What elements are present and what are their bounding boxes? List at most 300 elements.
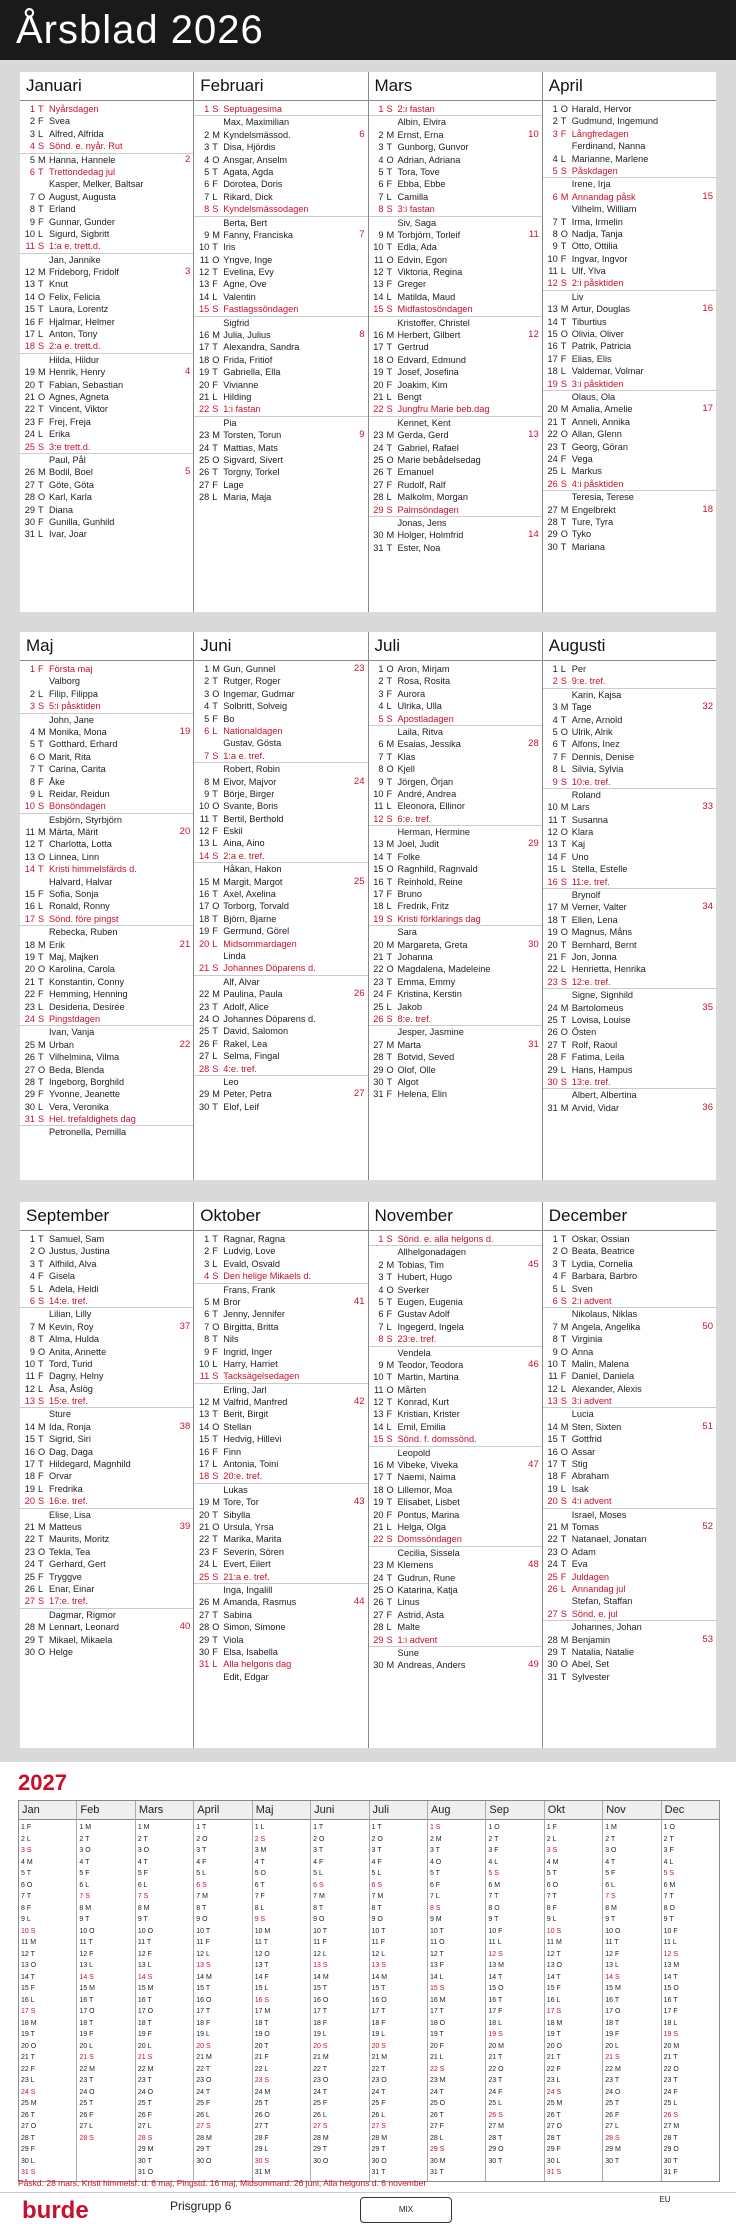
weekday-letter: L bbox=[386, 1521, 392, 1532]
day-name-text: Agnes, Agneta bbox=[49, 391, 109, 402]
day-name-text: Tora, Tove bbox=[397, 166, 440, 177]
day-number: 24 bbox=[24, 1559, 35, 1570]
weekday-letter: L bbox=[38, 1101, 44, 1112]
day-2027: 28 S bbox=[79, 2134, 94, 2142]
weekday-letter: F bbox=[38, 1471, 44, 1482]
weekday-letter: L bbox=[212, 1358, 218, 1369]
day-2027: 27 L bbox=[605, 2123, 619, 2130]
day-row bbox=[543, 416, 716, 428]
day-row bbox=[369, 1347, 542, 1359]
day-row bbox=[369, 191, 542, 203]
day-row bbox=[369, 663, 542, 675]
day-number: 13 bbox=[24, 279, 35, 290]
day-number: 9 bbox=[29, 788, 35, 799]
day-name-text: Ursula, Yrsa bbox=[223, 1521, 274, 1532]
weekday-letter: O bbox=[38, 1064, 46, 1075]
weekday-letter: S bbox=[38, 441, 45, 452]
day-row bbox=[20, 1258, 193, 1270]
day-row bbox=[369, 800, 542, 812]
weekday-letter: F bbox=[212, 1246, 218, 1257]
day-name-text: Ingrid, Inger bbox=[223, 1346, 273, 1357]
week-number: 45 bbox=[528, 1258, 539, 1270]
weekday-letter: M bbox=[560, 304, 569, 315]
day-name-text: Kasper, Melker, Baltsar bbox=[49, 179, 144, 190]
day-number: 25 bbox=[199, 1026, 210, 1037]
day-2027: 14 T bbox=[546, 1973, 561, 1981]
day-row bbox=[194, 391, 367, 403]
day-2027: 15 M bbox=[137, 1985, 154, 1992]
weekday-letter: S bbox=[560, 776, 567, 787]
day-2027: 3 T bbox=[196, 1847, 207, 1854]
day-2027: 3 T bbox=[313, 1847, 324, 1854]
month-title: December bbox=[543, 1202, 716, 1231]
day-name-text: Lars bbox=[571, 802, 590, 813]
day-row bbox=[20, 726, 193, 738]
day-number: 8 bbox=[552, 1334, 558, 1345]
day-row bbox=[543, 701, 716, 713]
day-number: 4 bbox=[29, 1271, 35, 1282]
day-2027: 9 T bbox=[137, 1916, 148, 1923]
weekday-letter: L bbox=[38, 1283, 44, 1294]
weekday-letter: T bbox=[386, 166, 393, 177]
day-row bbox=[20, 228, 193, 240]
weekday-letter: O bbox=[560, 827, 568, 838]
day-number: 2 bbox=[378, 1259, 384, 1270]
day-number: 16 bbox=[199, 330, 210, 341]
week-number: 19 bbox=[179, 725, 191, 737]
weekday-letter: T bbox=[386, 1272, 393, 1283]
day-row bbox=[369, 166, 542, 178]
day-name-text: Dennis, Denise bbox=[571, 751, 635, 762]
day-number: 1 bbox=[552, 104, 558, 114]
day-number: 15 bbox=[373, 864, 384, 875]
day-name-text: 15:e. tref. bbox=[49, 1396, 88, 1407]
day-number: 14 bbox=[547, 1421, 558, 1432]
weekday-letter: O bbox=[560, 329, 568, 340]
day-row bbox=[543, 1646, 716, 1658]
weekday-letter: L bbox=[212, 492, 218, 503]
weekday-letter: S bbox=[212, 104, 219, 114]
day-2027: 29 S bbox=[429, 2146, 445, 2153]
day-row bbox=[543, 1658, 716, 1670]
day-row bbox=[20, 1458, 193, 1470]
day-row bbox=[369, 1088, 542, 1100]
day-number: 10 bbox=[199, 801, 210, 812]
weekday-letter: L bbox=[212, 1559, 218, 1570]
day-number: 11 bbox=[199, 1371, 210, 1382]
day-2027: 25 L bbox=[488, 2100, 502, 2107]
day-2027: 21 S bbox=[137, 2054, 153, 2061]
day-number: 16 bbox=[24, 901, 35, 912]
day-number: 14 bbox=[373, 851, 384, 862]
day-name-text: 2:a e. tref. bbox=[223, 850, 265, 861]
day-name-text: Magdalena, Madeleine bbox=[397, 964, 491, 975]
day-name-text: Tacksägelsedagen bbox=[223, 1371, 300, 1382]
day-number: 23 bbox=[547, 976, 558, 987]
day-2027: 2 S bbox=[254, 1835, 266, 1843]
day-number: 19 bbox=[547, 378, 558, 389]
week-number: 48 bbox=[528, 1559, 539, 1571]
day-2027: 30 T bbox=[663, 2157, 678, 2165]
day-row bbox=[20, 1546, 193, 1558]
day-name-text: Marta bbox=[397, 1039, 421, 1050]
day-row bbox=[194, 116, 367, 128]
day-name-text: Herbert, Gilbert bbox=[397, 330, 461, 341]
weekday-letter: M bbox=[38, 1421, 46, 1432]
day-number: 11 bbox=[548, 1371, 558, 1382]
day-2027: 17 O bbox=[137, 2008, 154, 2015]
day-number: 4 bbox=[204, 701, 210, 712]
day-number: 14 bbox=[24, 1421, 35, 1432]
day-name-text: Lage bbox=[223, 479, 244, 490]
day-name-text: Maurits, Moritz bbox=[49, 1534, 110, 1545]
day-number: 25 bbox=[199, 454, 210, 465]
day-2027: 28 M bbox=[313, 2134, 329, 2142]
day-number: 19 bbox=[547, 927, 558, 938]
day-row bbox=[369, 900, 542, 912]
day-name-text: Allan, Glenn bbox=[571, 429, 622, 440]
day-row bbox=[194, 938, 367, 950]
day-name-text: Pontus, Marina bbox=[397, 1509, 460, 1520]
day-2027: 5 O bbox=[254, 1870, 266, 1877]
weekday-letter: T bbox=[386, 751, 393, 762]
day-2027: 27 L bbox=[79, 2123, 94, 2130]
day-number: 18 bbox=[199, 354, 210, 365]
week-number: 15 bbox=[702, 190, 713, 202]
day-number: 12 bbox=[547, 278, 558, 289]
day-list bbox=[369, 661, 542, 1101]
day-number: 29 bbox=[199, 1634, 210, 1645]
day-name-text: Lydia, Cornelia bbox=[571, 1258, 633, 1269]
day-row bbox=[369, 341, 542, 353]
day-row bbox=[194, 1496, 367, 1508]
day-2027: 21 S bbox=[79, 2054, 94, 2061]
weekday-letter: F bbox=[212, 926, 218, 937]
day-row bbox=[369, 217, 542, 229]
day-number: 18 bbox=[199, 1471, 210, 1482]
day-number: 21 bbox=[24, 976, 35, 987]
day-2027: 4 T bbox=[254, 1858, 265, 1866]
day-2027: 22 T bbox=[313, 2065, 327, 2073]
day-2027: 11 L bbox=[663, 1939, 677, 1946]
day-row bbox=[543, 1039, 716, 1051]
day-list bbox=[369, 1231, 542, 1672]
day-2027: 5 S bbox=[663, 1870, 675, 1877]
day-number: 15 bbox=[24, 1434, 35, 1445]
day-2027: 10 T bbox=[196, 1927, 211, 1935]
weekday-letter: L bbox=[386, 191, 392, 202]
day-2027: 1 M bbox=[605, 1824, 617, 1831]
day-row bbox=[194, 217, 367, 229]
day-2027: 28 L bbox=[429, 2134, 444, 2142]
day-row bbox=[543, 165, 716, 178]
weekday-letter: L bbox=[212, 1459, 218, 1470]
weekday-letter: F bbox=[212, 1646, 218, 1657]
weekday-letter: O bbox=[212, 1521, 220, 1532]
month-2027-sep bbox=[485, 1801, 543, 2181]
weekday-letter: T bbox=[386, 1296, 393, 1307]
day-number: 10 bbox=[199, 242, 210, 253]
day-2027: 23 O bbox=[313, 2077, 329, 2084]
weekday-letter: O bbox=[212, 254, 220, 265]
day-2027: 9 L bbox=[546, 1916, 557, 1923]
day-name-text: Anton, Tony bbox=[49, 329, 98, 340]
day-name-text: Emil, Emilia bbox=[397, 1421, 446, 1432]
day-name-text: Maj, Majken bbox=[49, 951, 99, 962]
day-2027: 22 O bbox=[663, 2065, 679, 2073]
weekday-letter: F bbox=[38, 116, 44, 127]
day-row bbox=[543, 491, 716, 503]
day-2027: 10 S bbox=[546, 1927, 562, 1935]
day-row bbox=[369, 939, 542, 951]
day-list bbox=[194, 1231, 367, 1683]
day-number: 30 bbox=[199, 1646, 210, 1657]
day-name-text: Joakim, Kim bbox=[397, 379, 448, 390]
day-row bbox=[194, 154, 367, 166]
day-number: 17 bbox=[199, 1459, 210, 1470]
day-row bbox=[543, 814, 716, 826]
day-number: 17 bbox=[547, 353, 558, 364]
day-name-text: Albin, Elvira bbox=[397, 117, 447, 128]
day-row bbox=[543, 191, 716, 203]
weekday-letter: T bbox=[386, 1497, 393, 1508]
weekday-letter: O bbox=[212, 454, 220, 465]
weekday-letter: F bbox=[386, 788, 393, 799]
day-name-text: Cecilia, Sissela bbox=[397, 1547, 460, 1558]
day-number: 3 bbox=[29, 1258, 35, 1269]
day-name-text: Adolf, Alice bbox=[223, 1001, 269, 1012]
weekday-letter: S bbox=[38, 1396, 45, 1407]
weekday-letter: S bbox=[560, 1608, 567, 1619]
day-number: 8 bbox=[378, 764, 384, 775]
weekday-letter: S bbox=[386, 713, 393, 724]
day-row bbox=[20, 988, 193, 1000]
day-row bbox=[543, 265, 716, 277]
day-row bbox=[543, 1521, 716, 1533]
week-number: 31 bbox=[528, 1038, 539, 1050]
weekday-letter: S bbox=[560, 478, 567, 489]
day-2027: 11 F bbox=[313, 1939, 327, 1946]
day-number: 27 bbox=[547, 1039, 558, 1050]
day-row bbox=[194, 491, 367, 503]
day-name-text: Konrad, Kurt bbox=[397, 1397, 450, 1408]
day-row bbox=[20, 976, 193, 988]
weekday-letter: T bbox=[560, 914, 567, 925]
day-row bbox=[20, 1395, 193, 1408]
weekday-letter: O bbox=[560, 1446, 568, 1457]
day-number: 13 bbox=[24, 1396, 35, 1407]
day-row bbox=[20, 254, 193, 266]
day-name-text: Anita, Annette bbox=[49, 1346, 107, 1357]
day-2027: 27 S bbox=[371, 2123, 386, 2130]
day-2027: 17 T bbox=[196, 2008, 211, 2015]
day-name-text: Vilhelmina, Vilma bbox=[49, 1052, 120, 1063]
day-row bbox=[543, 1346, 716, 1358]
weekday-letter: F bbox=[212, 826, 218, 837]
day-number: 16 bbox=[373, 330, 384, 341]
day-row bbox=[543, 1533, 716, 1545]
day-name-text: Matteus bbox=[49, 1521, 82, 1532]
weekday-letter: F bbox=[386, 179, 393, 190]
day-row bbox=[194, 129, 367, 141]
day-row bbox=[20, 1233, 193, 1245]
day-row bbox=[20, 216, 193, 228]
weekday-letter: S bbox=[38, 141, 45, 152]
weekday-letter: L bbox=[386, 1001, 392, 1012]
day-2027: 9 T bbox=[663, 1916, 674, 1923]
day-number: 31 bbox=[373, 1089, 384, 1100]
day-number: 25 bbox=[24, 441, 35, 452]
week-number: 29 bbox=[528, 838, 539, 850]
month-title: Maj bbox=[20, 632, 193, 661]
weekday-letter: F bbox=[560, 1271, 567, 1282]
day-number: 13 bbox=[24, 851, 35, 862]
day-name-text: Lucia bbox=[571, 1409, 594, 1420]
month-2027-juni bbox=[310, 1801, 368, 2181]
day-2027: 8 O bbox=[488, 1904, 500, 1912]
weekday-letter: T bbox=[560, 1334, 567, 1345]
day-number: 2 bbox=[378, 129, 384, 140]
day-number: 10 bbox=[373, 1372, 384, 1383]
day-2027: 20 O bbox=[21, 2042, 37, 2050]
day-number: 22 bbox=[24, 404, 35, 415]
month-title: Juli bbox=[369, 632, 542, 661]
weekday-letter: S bbox=[560, 976, 567, 987]
day-2027: 20 S bbox=[196, 2042, 211, 2050]
day-row bbox=[194, 663, 367, 675]
day-row bbox=[20, 1321, 193, 1333]
day-list bbox=[543, 1231, 716, 1683]
day-row bbox=[194, 1634, 367, 1646]
day-row bbox=[20, 340, 193, 353]
day-row bbox=[20, 1433, 193, 1445]
day-number: 24 bbox=[199, 442, 210, 453]
weekday-letter: S bbox=[212, 850, 219, 861]
day-number: 28 bbox=[24, 492, 35, 503]
day-name-text: Susanna bbox=[571, 814, 609, 825]
day-row bbox=[20, 391, 193, 403]
weekday-letter: O bbox=[212, 154, 220, 165]
day-2027: 22 L bbox=[254, 2065, 269, 2073]
weekday-letter: S bbox=[38, 1114, 45, 1125]
day-2027: 19 S bbox=[488, 2031, 503, 2038]
weekday-letter: S bbox=[560, 165, 567, 176]
day-number: 13 bbox=[199, 838, 210, 849]
day-name-text: Herman, Hermine bbox=[397, 827, 470, 838]
day-number: 12 bbox=[547, 827, 558, 838]
weekday-letter: S bbox=[386, 104, 393, 114]
week-number: 11 bbox=[528, 228, 539, 240]
week-number: 35 bbox=[702, 1001, 713, 1013]
day-row bbox=[369, 116, 542, 128]
day-2027: 14 M bbox=[196, 1973, 212, 1981]
day-name-text: Hemming, Henning bbox=[49, 989, 128, 1000]
day-name-text: Martin, Martina bbox=[397, 1372, 459, 1383]
day-row bbox=[543, 663, 716, 675]
month-2027-okt bbox=[544, 1801, 602, 2181]
week-number: 18 bbox=[702, 503, 713, 515]
weekday-letter: O bbox=[38, 1646, 46, 1657]
weekday-letter: O bbox=[560, 529, 568, 540]
day-2027: 16 L bbox=[21, 1996, 35, 2004]
weekday-letter: F bbox=[212, 179, 218, 190]
day-row bbox=[194, 1433, 367, 1445]
day-number: 27 bbox=[373, 1039, 384, 1050]
day-row bbox=[20, 1013, 193, 1026]
day-number: 9 bbox=[552, 1346, 558, 1357]
weekday-letter: T bbox=[212, 1509, 218, 1520]
day-name-text: Torbjörn, Torleif bbox=[397, 229, 461, 240]
day-number: 7 bbox=[378, 1321, 384, 1332]
day-name-text: Adela, Heidi bbox=[49, 1283, 99, 1294]
day-number: 12 bbox=[24, 839, 35, 850]
weekday-letter: T bbox=[38, 104, 44, 114]
day-row bbox=[543, 316, 716, 328]
day-name-text: Georg, Göran bbox=[571, 441, 628, 452]
day-number: 18 bbox=[24, 939, 35, 950]
day-number: 6 bbox=[552, 739, 558, 750]
day-number: 28 bbox=[547, 1052, 558, 1063]
day-number: 27 bbox=[547, 1608, 558, 1619]
weekday-letter: M bbox=[560, 504, 569, 515]
day-name-text: Sibylla bbox=[223, 1509, 251, 1520]
weekday-letter: S bbox=[386, 1534, 393, 1545]
weekday-letter: T bbox=[38, 1076, 44, 1087]
day-name-text: Ragnar, Ragna bbox=[223, 1234, 286, 1244]
day-row bbox=[543, 1014, 716, 1026]
weekday-letter: T bbox=[212, 1001, 218, 1012]
weekday-letter: O bbox=[38, 1446, 46, 1457]
day-2027: 7 T bbox=[546, 1893, 557, 1900]
day-name-text: Edvard, Edmund bbox=[397, 354, 466, 365]
holiday-note: Påskd. 28 mars, Kristi himmelsf. d. 6 maj, Pingstd. 16 maj, Midsommard. 26 juni, Alla helgons d. 6 november bbox=[18, 2178, 427, 2188]
day-name-text: Edit, Edgar bbox=[223, 1671, 269, 1682]
day-name-text: Märta, Märit bbox=[49, 827, 99, 838]
day-row bbox=[369, 1051, 542, 1063]
day-row bbox=[543, 453, 716, 465]
day-name-text: Evelina, Evy bbox=[223, 267, 274, 278]
day-row bbox=[369, 1459, 542, 1471]
day-row bbox=[194, 329, 367, 341]
day-2027: 26 F bbox=[137, 2111, 152, 2119]
day-2027: 29 L bbox=[254, 2146, 269, 2153]
day-row bbox=[194, 813, 367, 825]
weekday-letter: T bbox=[386, 467, 393, 478]
day-number: 4 bbox=[552, 714, 558, 725]
day-row bbox=[369, 951, 542, 963]
day-name-text: Jungfru Marie beb.dag bbox=[397, 404, 490, 415]
weekday-letter: M bbox=[560, 1102, 569, 1113]
day-name-text: Berit, Birgit bbox=[223, 1409, 269, 1420]
day-number: 31 bbox=[547, 1102, 558, 1113]
day-2027: 20 M bbox=[488, 2042, 504, 2050]
day-number: 30 bbox=[547, 1659, 558, 1670]
day-2027: 5 S bbox=[488, 1870, 499, 1877]
weekday-letter: T bbox=[386, 542, 393, 553]
weekday-letter: S bbox=[212, 1571, 219, 1582]
day-row bbox=[194, 442, 367, 454]
month-2027-title: April bbox=[194, 1801, 251, 1820]
day-row bbox=[543, 1064, 716, 1076]
day-name-text: Gertrud bbox=[397, 342, 429, 353]
weekday-letter: T bbox=[212, 1434, 218, 1445]
day-name-text: Dag, Daga bbox=[49, 1446, 93, 1457]
day-name-text: Eugen, Eugenia bbox=[397, 1296, 463, 1307]
day-row bbox=[369, 203, 542, 216]
weekday-letter: S bbox=[386, 1234, 393, 1244]
day-row bbox=[20, 428, 193, 440]
day-name-text: Virginia bbox=[571, 1334, 603, 1345]
